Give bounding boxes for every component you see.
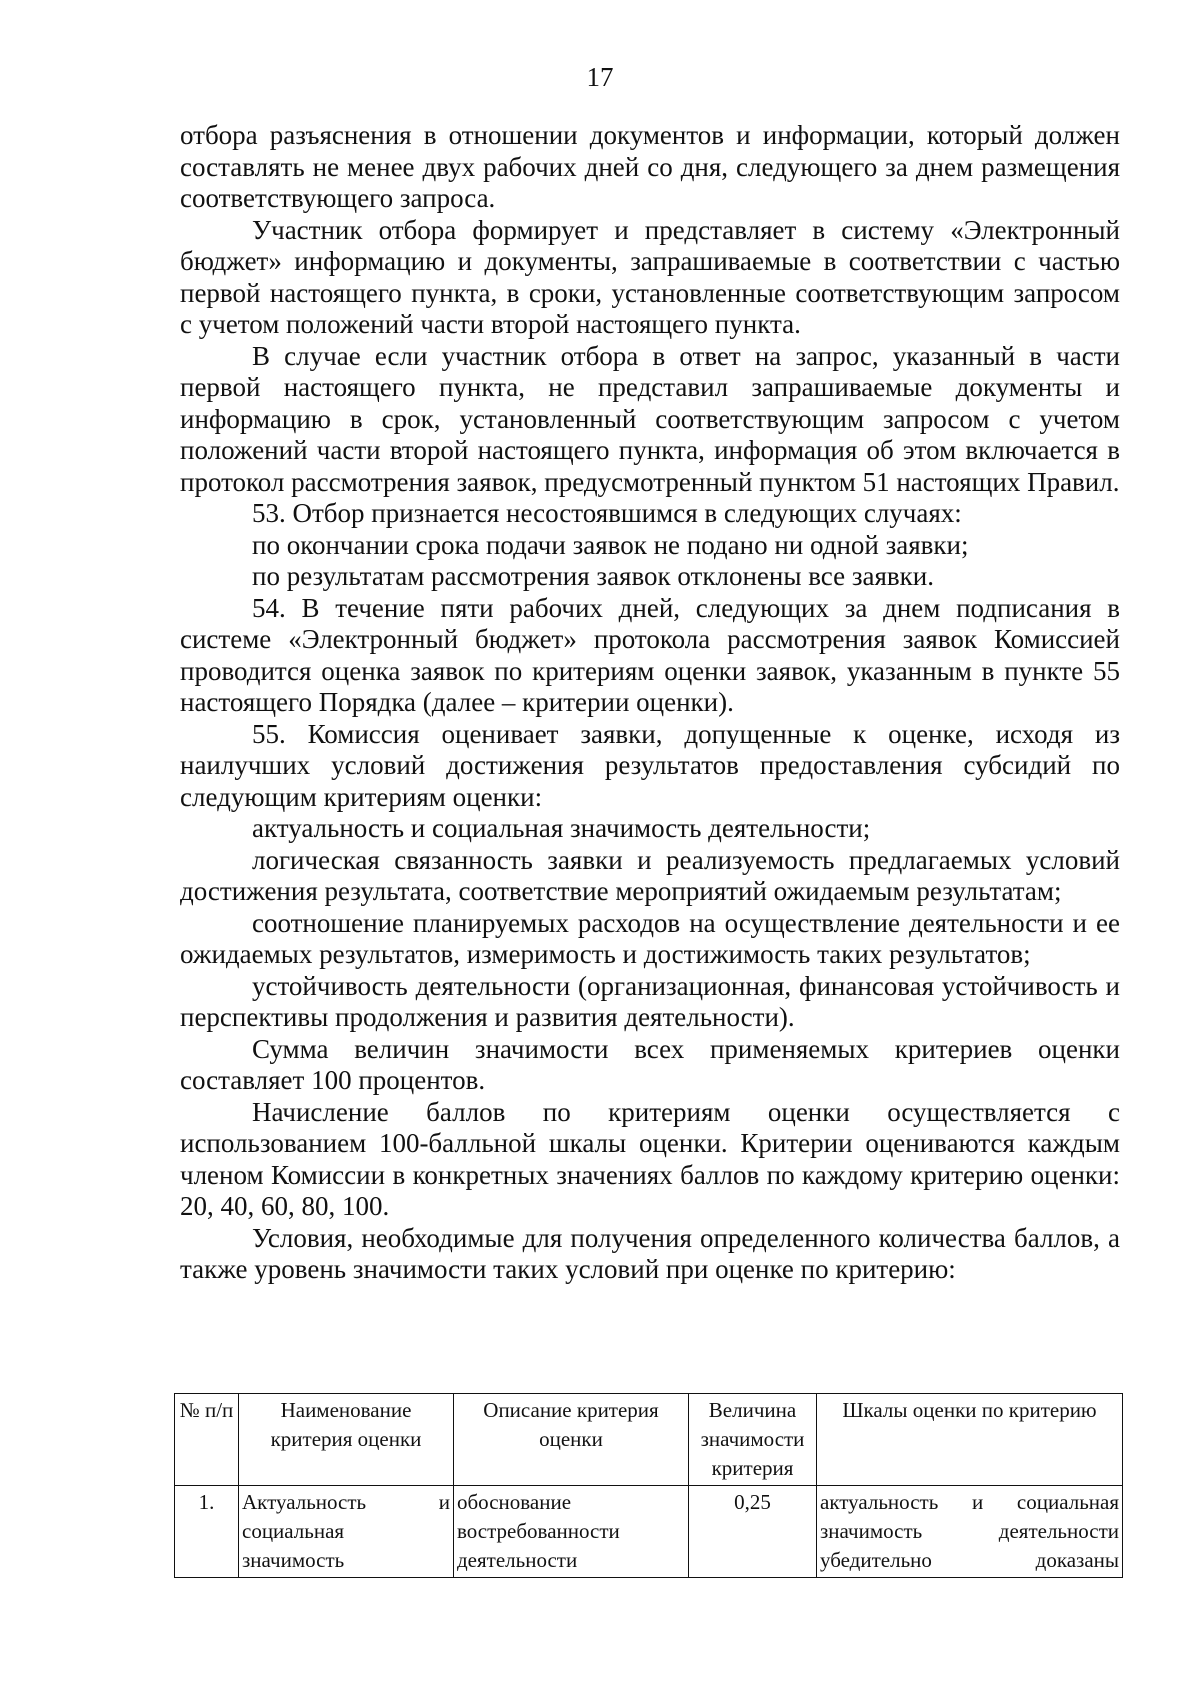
body-text	[180, 120, 1120, 1286]
header-criterion-name: Наименование критерия оценки	[239, 1394, 454, 1486]
header-scale: Шкалы оценки по критерию	[817, 1394, 1123, 1486]
paragraph: актуальность и социальная значимость деятельности;	[252, 813, 871, 843]
cell-weight: 0,25	[689, 1486, 817, 1578]
cell-criterion-description: обоснование востребованности деятельности	[454, 1486, 689, 1578]
paragraph: отбора разъяснения в отношении документов и информации, который должен составлять не менее двух рабочих дней со дня, следующего за днем размещения соответствующего запроса.	[180, 120, 1120, 213]
paragraph: 55. Комиссия оценивает заявки, допущенные к оценке, исходя из наилучших условий достижения результатов предоставления субсидий по следующим критериям оценки:	[180, 718, 1120, 812]
paragraph: соотношение планируемых расходов на осуществление деятельности и ее ожидаемых результатов, измеримость и достижимость таких результатов;	[180, 907, 1120, 969]
header-weight: Величина значимости критерия	[689, 1394, 817, 1486]
paragraph: по результатам рассмотрения заявок отклонены все заявки.	[252, 561, 934, 591]
page-number: 17	[586, 62, 614, 92]
paragraph: по окончании срока подачи заявок не подано ни одной заявки;	[252, 529, 969, 560]
cell-scale: актуальность и социальная значимость деятельности убедительно доказаны	[817, 1486, 1123, 1578]
paragraph: Начисление баллов по критериям оценки осуществляется с использованием 100-балльной шкалы оценки. Критерии оцениваются каждым членом Комиссии в конкретных значениях баллов по каждому критерию оценки: 20, 40, 60, 80, 100.	[180, 1096, 1120, 1221]
paragraph: 53. Отбор признается несостоявшимся в следующих случаях:	[252, 498, 962, 528]
paragraph: В случае если участник отбора в ответ на запрос, указанный в части первой настоящего пункта, не представил запрашиваемые документы и информацию в срок, установленный соответствующим запросом с учетом положений части второй настоящего пункта, информация об этом включается в протокол рассмотрения заявок, предусмотренный пунктом 51 настоящих Правил.	[180, 340, 1120, 497]
header-criterion-description: Описание критерия оценки	[454, 1394, 689, 1486]
paragraph: Условия, необходимые для получения определенного количества баллов, а также уровень значимости таких условий при оценке по критерию:	[180, 1222, 1120, 1284]
paragraph: логическая связанность заявки и реализуемость предлагаемых условий достижения результата, соответствие мероприятий ожидаемым результатам;	[180, 844, 1120, 906]
paragraph: устойчивость деятельности (организационная, финансовая устойчивость и перспективы продолжения и развития деятельности).	[180, 970, 1120, 1032]
header-number: № п/п	[175, 1394, 239, 1486]
paragraph: Участник отбора формирует и представляет в систему «Электронный бюджет» информацию и документы, запрашиваемые в соответствии с частью первой настоящего пункта, в сроки, установленные соответствующим запросом с учетом положений части второй настоящего пункта.	[180, 214, 1120, 339]
cell-number: 1.	[175, 1486, 239, 1578]
cell-criterion-name: Актуальность и социальная значимость	[239, 1486, 454, 1578]
criteria-table	[174, 1393, 1123, 1578]
paragraph: Сумма величин значимости всех применяемых критериев оценки составляет 100 процентов.	[180, 1033, 1120, 1095]
paragraph: 54. В течение пяти рабочих дней, следующих за днем подписания в системе «Электронный бюджет» протокола рассмотрения заявок Комиссией проводится оценка заявок по критериям оценки заявок, указанным в пункте 55 настоящего Порядка (далее – критерии оценки).	[180, 592, 1120, 717]
table-row	[175, 1486, 1123, 1578]
table-header-row	[175, 1394, 1123, 1486]
